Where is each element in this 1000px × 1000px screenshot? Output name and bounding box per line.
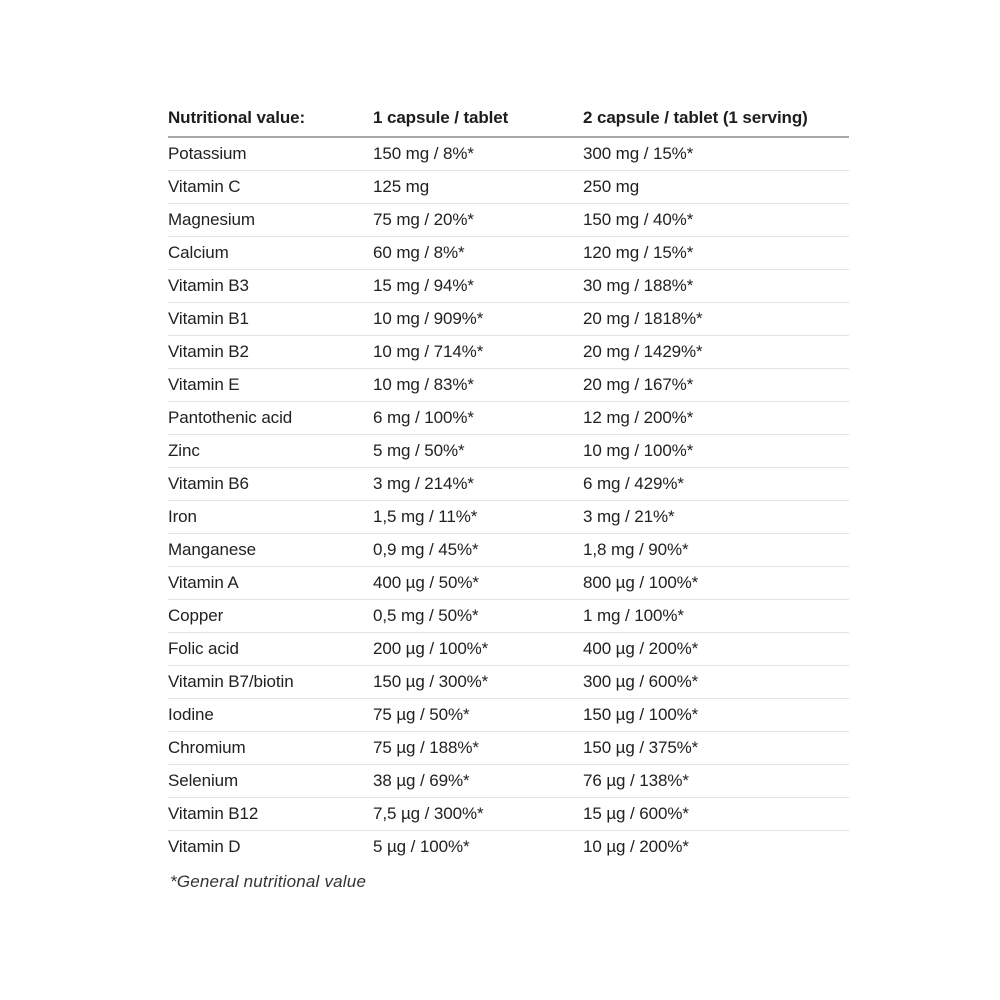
- value-1-capsule: 5 µg / 100%*: [373, 837, 470, 856]
- table-row: [168, 534, 849, 567]
- table-row: [168, 435, 849, 468]
- value-1-capsule: 3 mg / 214%*: [373, 468, 583, 501]
- value-2-capsule: 800 µg / 100%*: [583, 567, 849, 600]
- value-2-capsule: 20 mg / 167%*: [583, 369, 849, 402]
- value-1-capsule: 10 mg / 909%*: [373, 303, 583, 336]
- value-1-capsule: 0,5 mg / 50%*: [373, 600, 583, 633]
- value-1-capsule: 400 µg / 50%*: [373, 567, 583, 600]
- value-1-capsule: 1,5 mg / 11%*: [373, 501, 583, 534]
- value-1-capsule: 7,5 µg / 300%*: [373, 798, 583, 831]
- value-2-capsule: 6 mg / 429%*: [583, 468, 849, 501]
- nutrient-name: Vitamin A: [168, 567, 373, 600]
- nutrition-table-header: [168, 104, 849, 137]
- value-1-capsule: 38 µg / 69%*: [373, 765, 583, 798]
- nutrient-name: Chromium: [168, 732, 373, 765]
- nutrient-name: Magnesium: [168, 204, 373, 237]
- nutrient-name: Zinc: [168, 435, 373, 468]
- nutrient-name: Vitamin D: [168, 837, 241, 856]
- table-row: [168, 336, 849, 369]
- nutrient-name: Vitamin B3: [168, 270, 373, 303]
- table-row: [168, 666, 849, 699]
- value-2-capsule: 250 mg: [583, 171, 849, 204]
- table-row: [168, 699, 849, 732]
- nutrient-name: Potassium: [168, 137, 373, 171]
- nutrient-name: Vitamin B6: [168, 468, 373, 501]
- value-2-capsule: 150 mg / 40%*: [583, 204, 849, 237]
- nutrient-name: Vitamin E: [168, 369, 373, 402]
- header-row: [168, 104, 849, 137]
- table-row: [168, 600, 849, 633]
- nutrient-name: Vitamin B2: [168, 336, 373, 369]
- value-1-capsule: 75 µg / 50%*: [373, 699, 583, 732]
- value-2-capsule: 300 µg / 600%*: [583, 666, 849, 699]
- table-row: [168, 270, 849, 303]
- table-row: [168, 831, 849, 864]
- table-row: [168, 204, 849, 237]
- table-row: [168, 237, 849, 270]
- table-row: [168, 798, 849, 831]
- column-header-nutritional-value: Nutritional value:: [168, 104, 373, 137]
- table-row: [168, 567, 849, 600]
- nutrient-name: Iodine: [168, 699, 373, 732]
- table-row: [168, 303, 849, 336]
- value-1-capsule: 75 mg / 20%*: [373, 204, 583, 237]
- value-2-capsule: 20 mg / 1818%*: [583, 303, 849, 336]
- value-1-capsule: 6 mg / 100%*: [373, 402, 583, 435]
- value-2-capsule: 15 µg / 600%*: [583, 798, 849, 831]
- value-2-capsule: 150 µg / 375%*: [583, 732, 849, 765]
- nutrient-name: Folic acid: [168, 633, 373, 666]
- nutrient-name: Vitamin B7/biotin: [168, 666, 373, 699]
- value-2-capsule: 300 mg / 15%*: [583, 137, 849, 171]
- value-2-capsule: 10 mg / 100%*: [583, 435, 849, 468]
- value-2-capsule: 3 mg / 21%*: [583, 501, 849, 534]
- nutrition-table: [168, 104, 849, 863]
- table-row: [168, 732, 849, 765]
- nutrient-name: Vitamin B1: [168, 303, 373, 336]
- value-1-capsule: 0,9 mg / 45%*: [373, 534, 583, 567]
- value-1-capsule: 5 mg / 50%*: [373, 435, 583, 468]
- table-row: [168, 501, 849, 534]
- table-row: [168, 369, 849, 402]
- nutrient-name: Copper: [168, 600, 373, 633]
- value-2-capsule: 1,8 mg / 90%*: [583, 534, 849, 567]
- value-1-capsule: 150 µg / 300%*: [373, 666, 583, 699]
- value-2-capsule: 120 mg / 15%*: [583, 237, 849, 270]
- table-row: [168, 765, 849, 798]
- table-row: [168, 402, 849, 435]
- value-2-capsule: 1 mg / 100%*: [583, 600, 849, 633]
- table-row: [168, 137, 849, 171]
- value-2-capsule: 12 mg / 200%*: [583, 402, 849, 435]
- table-row: [168, 633, 849, 666]
- value-1-capsule: 150 mg / 8%*: [373, 137, 583, 171]
- nutrient-name: Iron: [168, 501, 373, 534]
- table-row: [168, 171, 849, 204]
- value-1-capsule: 60 mg / 8%*: [373, 237, 583, 270]
- value-1-capsule: 200 µg / 100%*: [373, 633, 583, 666]
- nutrient-name: Vitamin C: [168, 171, 373, 204]
- value-1-capsule: 10 mg / 83%*: [373, 369, 583, 402]
- table-row: [168, 468, 849, 501]
- value-1-capsule: 75 µg / 188%*: [373, 732, 583, 765]
- value-2-capsule: 76 µg / 138%*: [583, 765, 849, 798]
- value-1-capsule: 125 mg: [373, 171, 583, 204]
- value-2-capsule: 150 µg / 100%*: [583, 699, 849, 732]
- nutrient-name: Pantothenic acid: [168, 402, 373, 435]
- value-2-capsule: 400 µg / 200%*: [583, 633, 849, 666]
- column-header-1-capsule: 1 capsule / tablet: [373, 104, 583, 137]
- nutrient-name: Selenium: [168, 765, 373, 798]
- nutrition-table-body: [168, 137, 849, 863]
- nutrition-table-container: [168, 104, 849, 863]
- value-2-capsule: 20 mg / 1429%*: [583, 336, 849, 369]
- nutrient-name: Vitamin B12: [168, 798, 373, 831]
- general-nutritional-value-footnote: *General nutritional value: [170, 872, 367, 891]
- value-2-capsule: 30 mg / 188%*: [583, 270, 849, 303]
- value-1-capsule: 10 mg / 714%*: [373, 336, 583, 369]
- value-1-capsule: 15 mg / 94%*: [373, 270, 583, 303]
- value-2-capsule: 10 µg / 200%*: [583, 837, 689, 856]
- nutrient-name: Manganese: [168, 534, 373, 567]
- column-header-2-capsule: 2 capsule / tablet (1 serving): [583, 104, 849, 137]
- nutrient-name: Calcium: [168, 237, 373, 270]
